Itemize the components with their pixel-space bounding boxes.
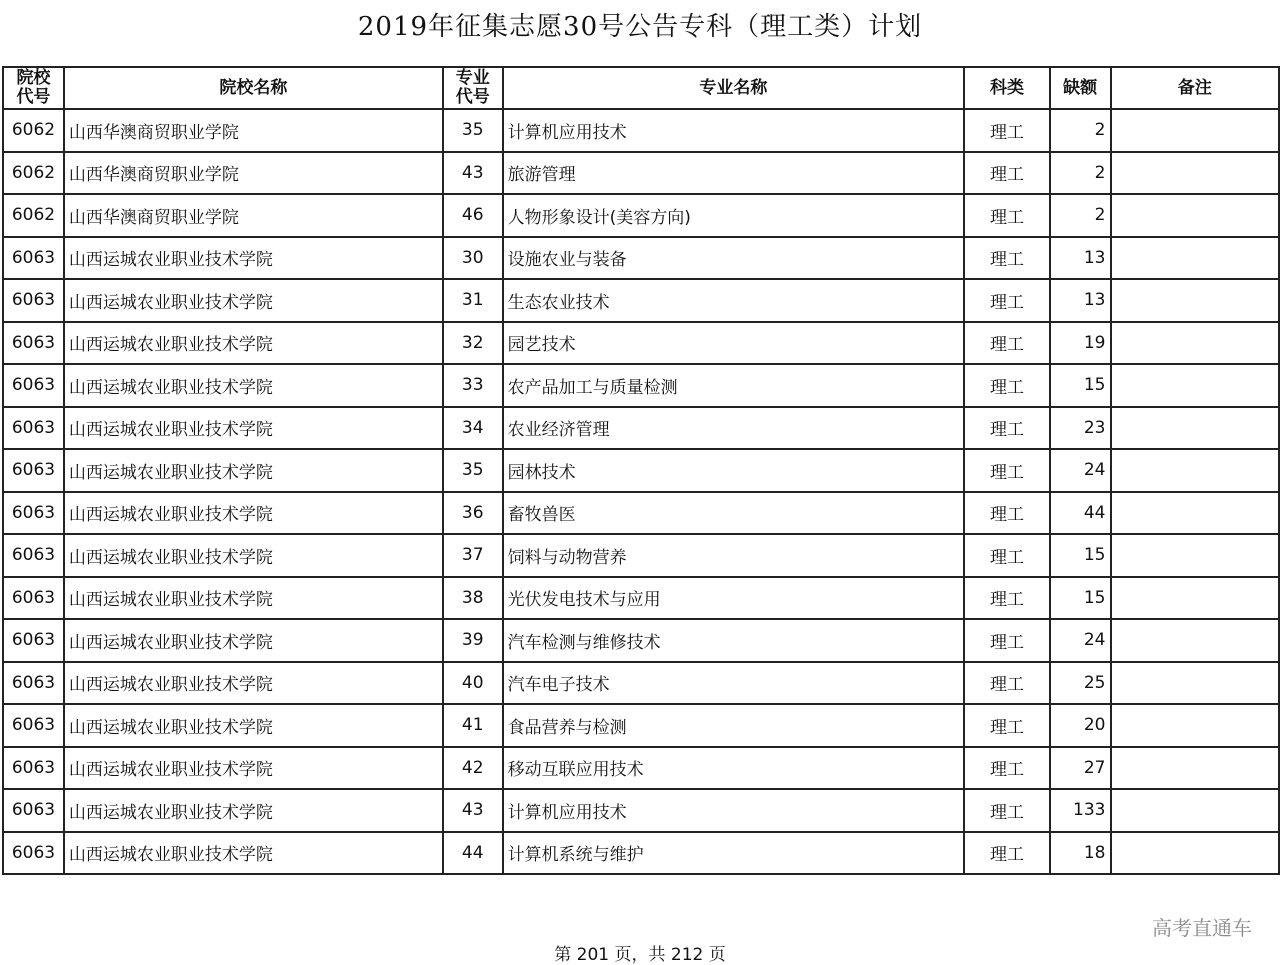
cell-major-code: 36 xyxy=(443,492,503,535)
cell-school-name: 山西运城农业职业技术学院 xyxy=(64,322,443,365)
header-school-code-line2: 代号 xyxy=(16,87,51,107)
cell-quota: 24 xyxy=(1050,619,1111,662)
cell-major-name: 计算机系统与维护 xyxy=(503,832,965,875)
cell-major-code: 42 xyxy=(443,747,503,790)
cell-quota: 13 xyxy=(1050,279,1111,322)
cell-note xyxy=(1111,237,1280,280)
cell-category: 理工 xyxy=(964,279,1049,322)
cell-note xyxy=(1111,789,1280,832)
cell-note xyxy=(1111,534,1280,577)
cell-school-name: 山西运城农业职业技术学院 xyxy=(64,747,443,790)
table-row xyxy=(3,194,1279,237)
table-row xyxy=(3,237,1279,280)
header-note: 备注 xyxy=(1111,67,1280,109)
cell-school-name: 山西华澳商贸职业学院 xyxy=(64,152,443,195)
header-school-name: 院校名称 xyxy=(64,67,443,109)
cell-quota: 23 xyxy=(1050,407,1111,450)
cell-major-code: 44 xyxy=(443,832,503,875)
table-row xyxy=(3,449,1279,492)
cell-school-code: 6063 xyxy=(3,534,64,577)
watermark: 高考直通车 xyxy=(1152,916,1252,940)
cell-quota: 44 xyxy=(1050,492,1111,535)
header-major-code xyxy=(443,67,503,109)
cell-school-code: 6062 xyxy=(3,194,64,237)
header-row xyxy=(3,67,1279,109)
cell-category: 理工 xyxy=(964,194,1049,237)
cell-major-code: 30 xyxy=(443,237,503,280)
cell-school-name: 山西华澳商贸职业学院 xyxy=(64,194,443,237)
cell-school-code: 6063 xyxy=(3,747,64,790)
header-quota: 缺额 xyxy=(1050,67,1111,109)
cell-major-name: 农产品加工与质量检测 xyxy=(503,364,965,407)
cell-major-code: 38 xyxy=(443,577,503,620)
cell-school-name: 山西运城农业职业技术学院 xyxy=(64,534,443,577)
cell-major-name: 饲料与动物营养 xyxy=(503,534,965,577)
cell-major-code: 34 xyxy=(443,407,503,450)
cell-major-code: 35 xyxy=(443,449,503,492)
cell-major-name: 畜牧兽医 xyxy=(503,492,965,535)
cell-category: 理工 xyxy=(964,662,1049,705)
header-major-name: 专业名称 xyxy=(503,67,965,109)
cell-category: 理工 xyxy=(964,152,1049,195)
cell-major-name: 食品营养与检测 xyxy=(503,704,965,747)
cell-category: 理工 xyxy=(964,747,1049,790)
cell-category: 理工 xyxy=(964,704,1049,747)
cell-category: 理工 xyxy=(964,577,1049,620)
table-row xyxy=(3,109,1279,152)
cell-major-code: 43 xyxy=(443,152,503,195)
cell-school-code: 6063 xyxy=(3,662,64,705)
cell-quota: 2 xyxy=(1050,109,1111,152)
cell-note xyxy=(1111,194,1280,237)
cell-major-name: 汽车电子技术 xyxy=(503,662,965,705)
cell-quota: 2 xyxy=(1050,194,1111,237)
cell-quota: 15 xyxy=(1050,577,1111,620)
cell-major-name: 园林技术 xyxy=(503,449,965,492)
table-row xyxy=(3,832,1279,875)
plan-table xyxy=(2,66,1280,875)
table-row xyxy=(3,704,1279,747)
cell-note xyxy=(1111,449,1280,492)
table-row xyxy=(3,619,1279,662)
cell-major-name: 计算机应用技术 xyxy=(503,789,965,832)
table-row xyxy=(3,789,1279,832)
cell-school-code: 6063 xyxy=(3,449,64,492)
cell-note xyxy=(1111,109,1280,152)
cell-category: 理工 xyxy=(964,407,1049,450)
cell-school-name: 山西运城农业职业技术学院 xyxy=(64,449,443,492)
cell-school-code: 6063 xyxy=(3,577,64,620)
cell-note xyxy=(1111,322,1280,365)
cell-category: 理工 xyxy=(964,322,1049,365)
cell-note xyxy=(1111,662,1280,705)
cell-note xyxy=(1111,832,1280,875)
cell-note xyxy=(1111,619,1280,662)
cell-major-code: 35 xyxy=(443,109,503,152)
cell-major-code: 46 xyxy=(443,194,503,237)
cell-note xyxy=(1111,152,1280,195)
cell-category: 理工 xyxy=(964,364,1049,407)
cell-school-code: 6063 xyxy=(3,322,64,365)
header-school-code-line1: 院校 xyxy=(16,68,51,88)
cell-category: 理工 xyxy=(964,789,1049,832)
cell-note xyxy=(1111,577,1280,620)
cell-major-name: 生态农业技术 xyxy=(503,279,965,322)
table-body xyxy=(3,109,1279,874)
cell-major-name: 园艺技术 xyxy=(503,322,965,365)
cell-note xyxy=(1111,407,1280,450)
cell-quota: 15 xyxy=(1050,364,1111,407)
cell-school-code: 6062 xyxy=(3,109,64,152)
cell-major-name: 移动互联应用技术 xyxy=(503,747,965,790)
cell-school-name: 山西华澳商贸职业学院 xyxy=(64,109,443,152)
cell-school-name: 山西运城农业职业技术学院 xyxy=(64,704,443,747)
cell-school-code: 6063 xyxy=(3,407,64,450)
cell-category: 理工 xyxy=(964,534,1049,577)
cell-major-code: 39 xyxy=(443,619,503,662)
cell-quota: 133 xyxy=(1050,789,1111,832)
cell-category: 理工 xyxy=(964,109,1049,152)
cell-quota: 25 xyxy=(1050,662,1111,705)
cell-quota: 20 xyxy=(1050,704,1111,747)
cell-note xyxy=(1111,704,1280,747)
cell-major-name: 旅游管理 xyxy=(503,152,965,195)
cell-major-name: 人物形象设计(美容方向) xyxy=(503,194,965,237)
table-row xyxy=(3,747,1279,790)
cell-major-code: 33 xyxy=(443,364,503,407)
cell-school-code: 6063 xyxy=(3,789,64,832)
cell-quota: 24 xyxy=(1050,449,1111,492)
cell-quota: 15 xyxy=(1050,534,1111,577)
cell-major-code: 40 xyxy=(443,662,503,705)
cell-quota: 18 xyxy=(1050,832,1111,875)
table-header xyxy=(3,67,1279,109)
cell-major-code: 37 xyxy=(443,534,503,577)
cell-school-name: 山西运城农业职业技术学院 xyxy=(64,407,443,450)
cell-quota: 19 xyxy=(1050,322,1111,365)
table-row xyxy=(3,152,1279,195)
cell-category: 理工 xyxy=(964,492,1049,535)
cell-category: 理工 xyxy=(964,449,1049,492)
cell-school-name: 山西运城农业职业技术学院 xyxy=(64,577,443,620)
cell-school-code: 6063 xyxy=(3,364,64,407)
cell-major-code: 43 xyxy=(443,789,503,832)
cell-school-code: 6063 xyxy=(3,832,64,875)
cell-note xyxy=(1111,279,1280,322)
cell-school-code: 6063 xyxy=(3,492,64,535)
cell-major-code: 41 xyxy=(443,704,503,747)
cell-school-name: 山西运城农业职业技术学院 xyxy=(64,789,443,832)
cell-quota: 13 xyxy=(1050,237,1111,280)
header-major-code-line1: 专业 xyxy=(455,68,490,88)
cell-school-code: 6063 xyxy=(3,279,64,322)
cell-major-code: 32 xyxy=(443,322,503,365)
table-row xyxy=(3,322,1279,365)
table-row xyxy=(3,492,1279,535)
table-row xyxy=(3,407,1279,450)
cell-major-name: 汽车检测与维修技术 xyxy=(503,619,965,662)
cell-major-code: 31 xyxy=(443,279,503,322)
cell-school-name: 山西运城农业职业技术学院 xyxy=(64,237,443,280)
cell-category: 理工 xyxy=(964,619,1049,662)
cell-major-name: 计算机应用技术 xyxy=(503,109,965,152)
cell-major-name: 设施农业与装备 xyxy=(503,237,965,280)
page-footer: 第 201 页，共 212 页 xyxy=(554,945,726,965)
cell-major-name: 农业经济管理 xyxy=(503,407,965,450)
cell-note xyxy=(1111,492,1280,535)
cell-school-code: 6062 xyxy=(3,152,64,195)
cell-quota: 27 xyxy=(1050,747,1111,790)
cell-major-name: 光伏发电技术与应用 xyxy=(503,577,965,620)
cell-note xyxy=(1111,364,1280,407)
cell-school-name: 山西运城农业职业技术学院 xyxy=(64,492,443,535)
cell-school-name: 山西运城农业职业技术学院 xyxy=(64,279,443,322)
header-category: 科类 xyxy=(964,67,1049,109)
cell-category: 理工 xyxy=(964,237,1049,280)
cell-school-name: 山西运城农业职业技术学院 xyxy=(64,662,443,705)
cell-school-name: 山西运城农业职业技术学院 xyxy=(64,619,443,662)
cell-quota: 2 xyxy=(1050,152,1111,195)
cell-school-code: 6063 xyxy=(3,704,64,747)
cell-school-name: 山西运城农业职业技术学院 xyxy=(64,364,443,407)
cell-note xyxy=(1111,747,1280,790)
page-title: 2019年征集志愿30号公告专科（理工类）计划 xyxy=(357,12,923,42)
header-school-code xyxy=(3,67,64,109)
header-major-code-line2: 代号 xyxy=(455,87,490,107)
cell-category: 理工 xyxy=(964,832,1049,875)
table-row xyxy=(3,279,1279,322)
table-row xyxy=(3,577,1279,620)
table-row xyxy=(3,364,1279,407)
table-row xyxy=(3,662,1279,705)
cell-school-code: 6063 xyxy=(3,237,64,280)
cell-school-name: 山西运城农业职业技术学院 xyxy=(64,832,443,875)
cell-school-code: 6063 xyxy=(3,619,64,662)
table-row xyxy=(3,534,1279,577)
